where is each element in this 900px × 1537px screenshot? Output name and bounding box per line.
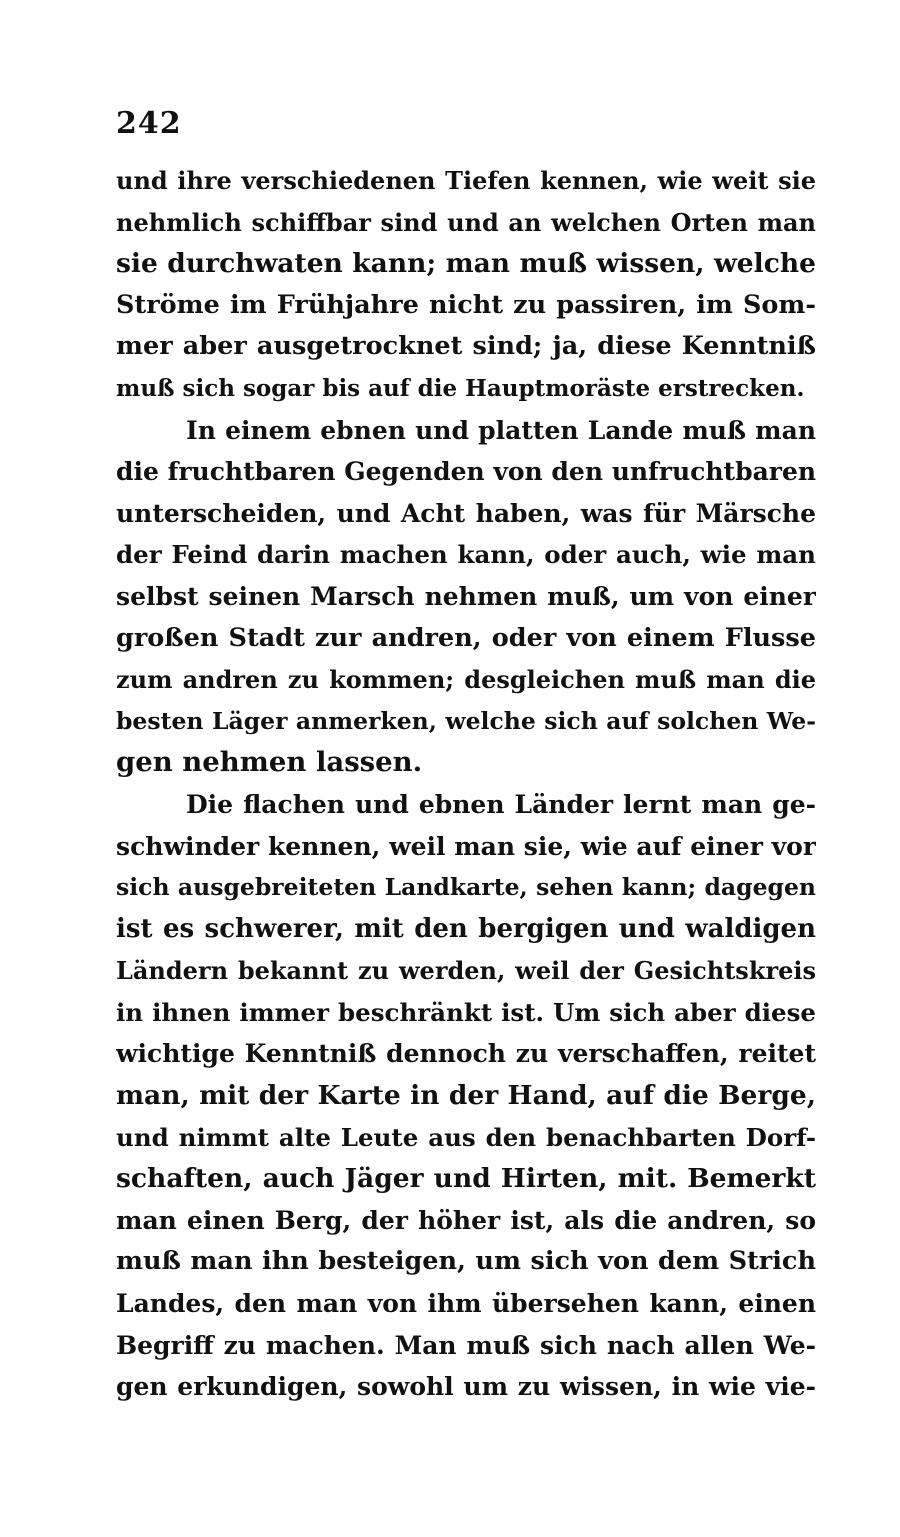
- text-line: schaften, auch Jäger und Hirten, mit. Bemerkt: [116, 1163, 816, 1195]
- paragraph-start-line: In einem ebnen und platten Lande muß man: [186, 415, 816, 445]
- text-line: Ländern bekannt zu werden, weil der Gesichtskreis: [116, 956, 816, 986]
- text-line: sich ausgebreiteten Landkarte, sehen kann; dagegen: [116, 873, 816, 902]
- text-line: zum andren zu kommen; desgleichen muß man die: [116, 665, 816, 695]
- text-line: mer aber ausgetrocknet sind; ja, diese Kenntniß: [116, 331, 816, 362]
- text-line: muß man ihn besteigen, um sich von dem Strich: [116, 1246, 816, 1277]
- text-line: und nimmt alte Leute aus den benachbarten Dorf-: [116, 1122, 816, 1152]
- text-line: muß sich sogar bis auf die Hauptmoräste erstrecken.: [116, 374, 805, 402]
- text-line: nehmlich schiffbar sind und an welchen Orten man: [116, 207, 816, 237]
- page-number: 242: [116, 106, 182, 141]
- text-line: in ihnen immer beschränkt ist. Um sich aber diese: [116, 997, 816, 1027]
- text-line: Ströme im Frühjahre nicht zu passiren, im Som-: [116, 289, 816, 320]
- text-line: und ihre verschiedenen Tiefen kennen, wie weit sie: [116, 166, 816, 195]
- text-line: großen Stadt zur andren, oder von einem Flusse: [116, 622, 816, 653]
- paragraph-start-line: Die flachen und ebnen Länder lernt man ge-: [186, 789, 816, 819]
- text-line: gen erkundigen, sowohl um zu wissen, in wie vie-: [116, 1372, 816, 1402]
- text-line: Landes, den man von ihm übersehen kann, einen: [116, 1289, 816, 1319]
- text-line: schwinder kennen, weil man sie, wie auf einer vor: [116, 831, 816, 861]
- text-line: unterscheiden, und Acht haben, was für Märsche: [116, 498, 816, 528]
- text-line: ist es schwerer, mit den bergigen und waldigen: [116, 913, 816, 944]
- text-line: selbst seinen Marsch nehmen muß, um von einer: [116, 581, 816, 611]
- body-text: [116, 160, 816, 1408]
- text-line: die fruchtbaren Gegenden von den unfruchtbaren: [116, 457, 816, 487]
- text-line: besten Läger anmerken, welche sich auf solchen We-: [116, 706, 816, 735]
- text-line: wichtige Kenntniß dennoch zu verschaffen, reitet: [116, 1039, 816, 1069]
- text-line: man, mit der Karte in der Hand, auf die Berge,: [116, 1080, 816, 1112]
- text-line: man einen Berg, der höher ist, als die andren, so: [116, 1205, 816, 1235]
- text-line: Begriff zu machen. Man muß sich nach allen We-: [116, 1330, 816, 1360]
- text-line: der Feind darin machen kann, oder auch, wie man: [116, 540, 816, 570]
- text-line: sie durchwaten kann; man muß wissen, welche: [116, 248, 816, 280]
- text-line: gen nehmen lassen.: [116, 746, 423, 779]
